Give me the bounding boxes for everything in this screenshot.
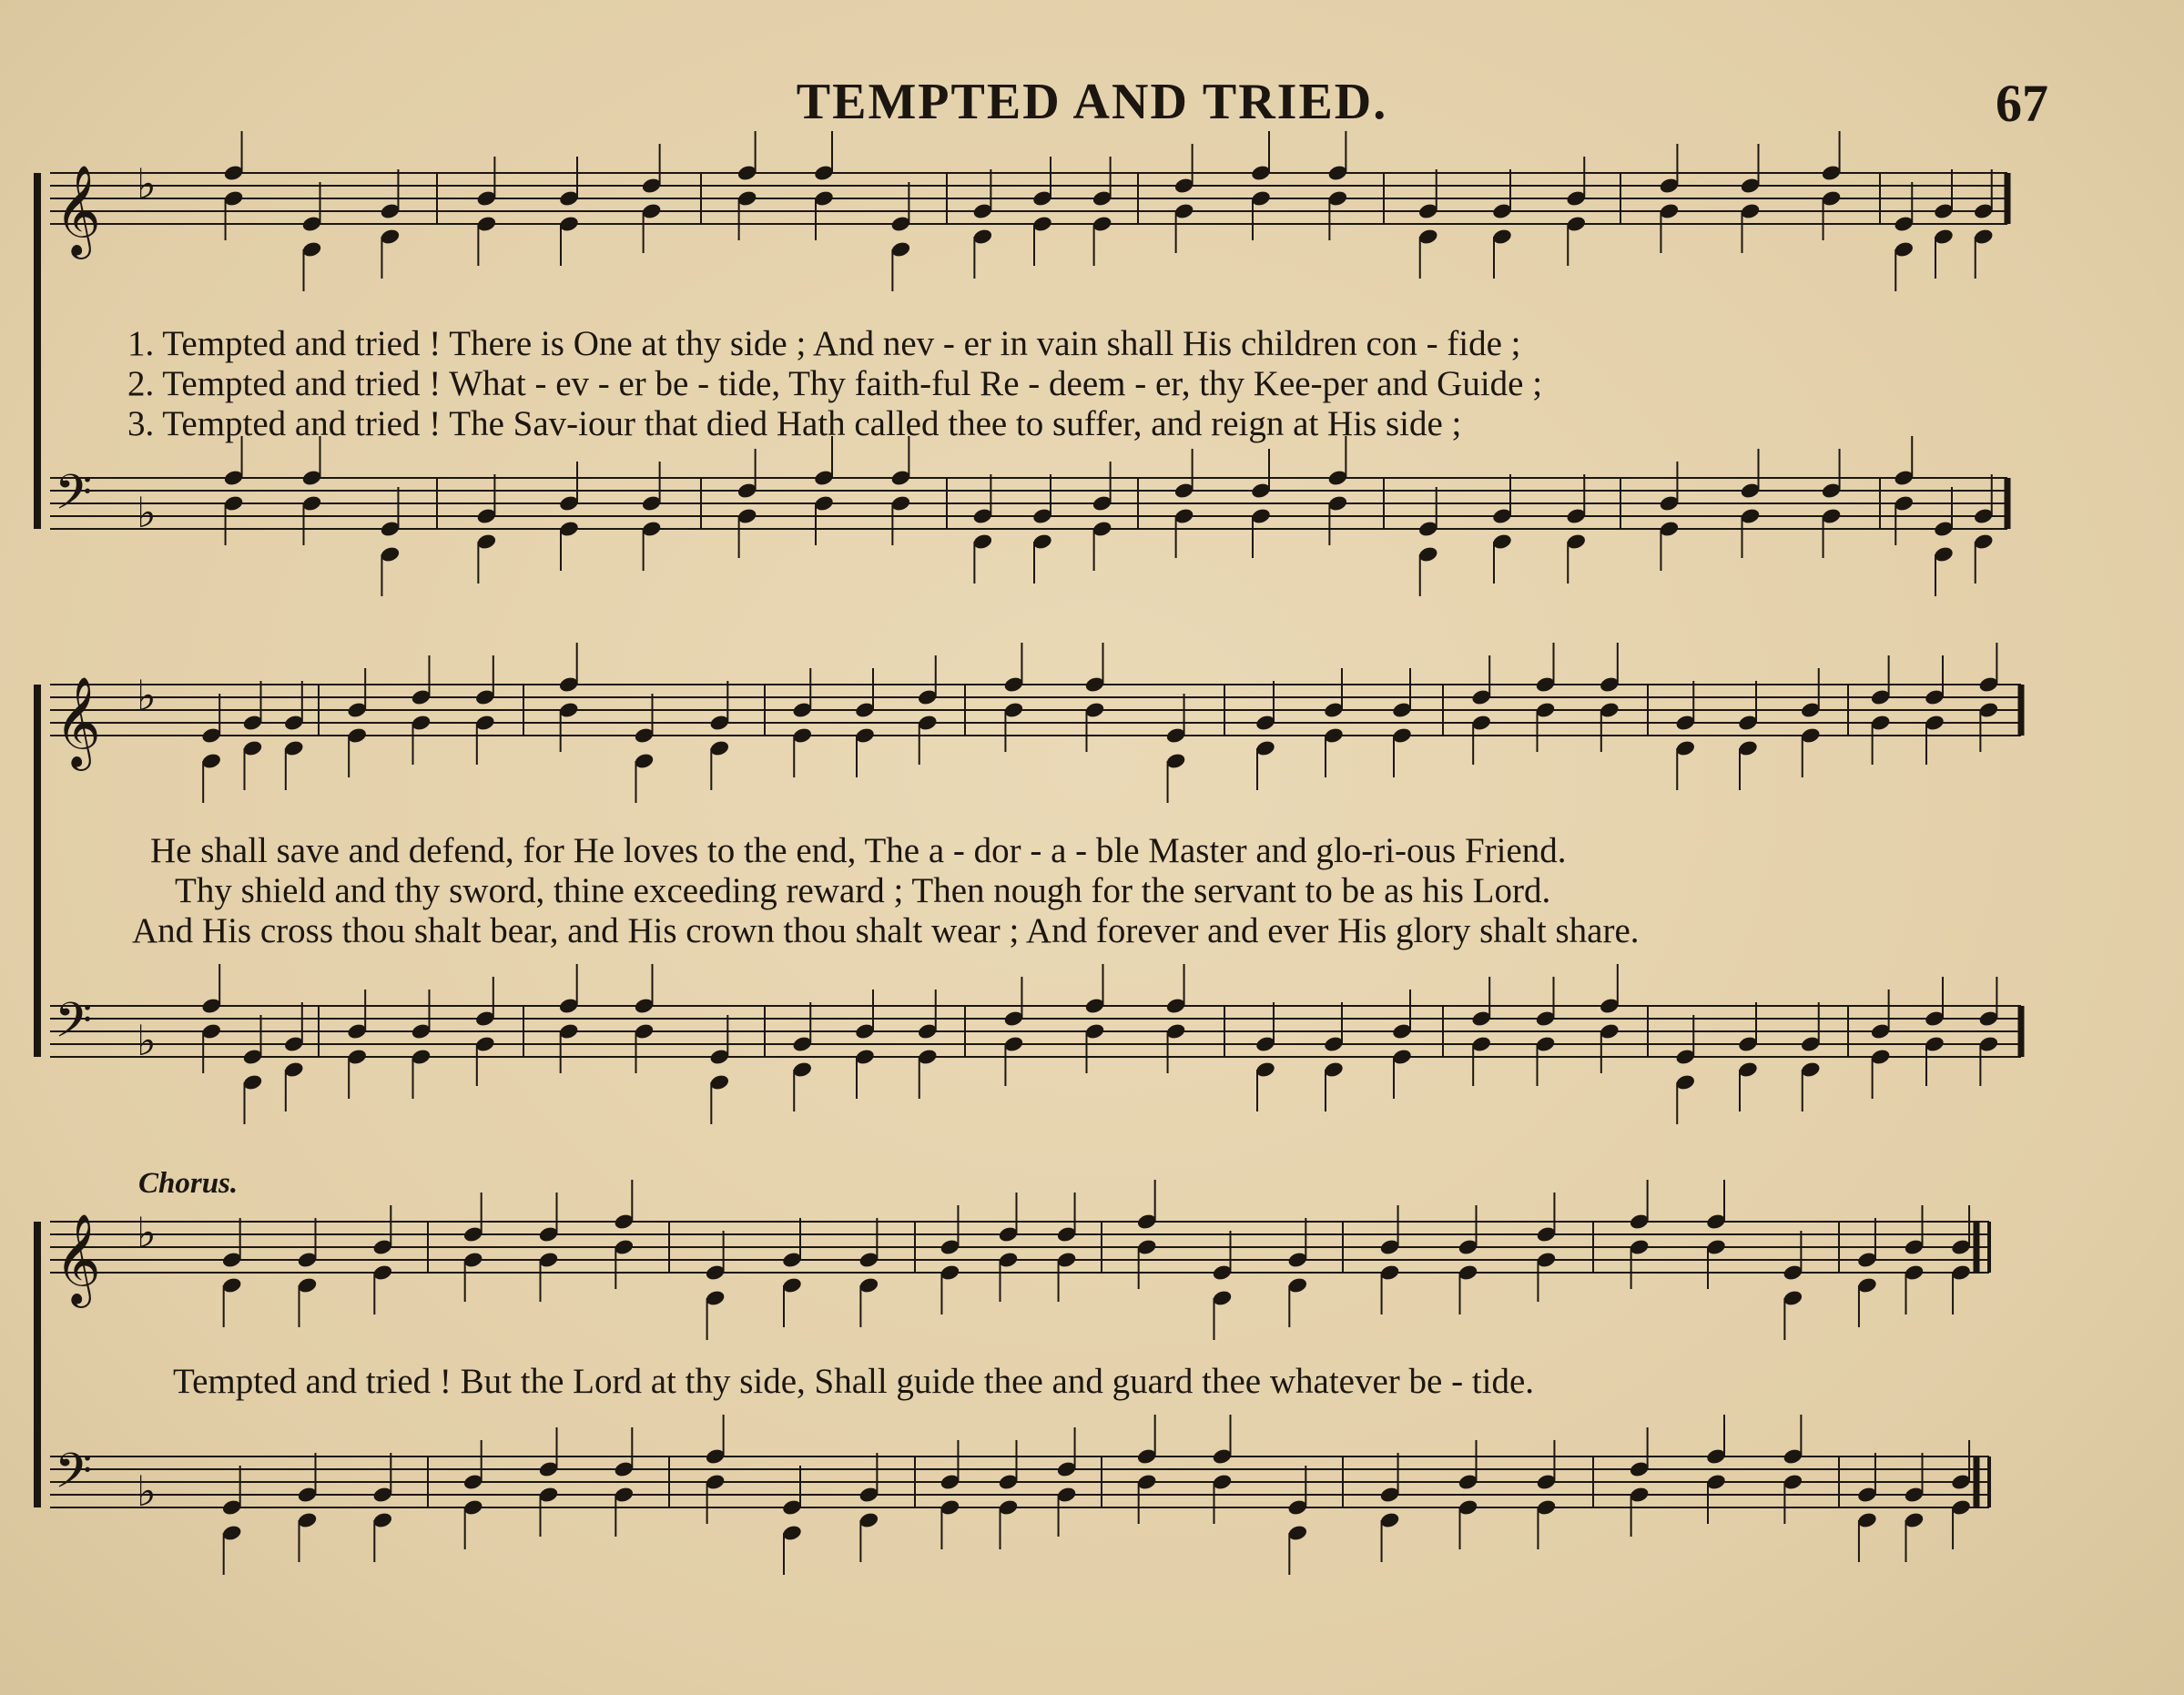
treble-clef: 𝄞 <box>55 1213 101 1304</box>
flat-key-signature: ♭ <box>137 488 157 537</box>
bass-clef: 𝄢 <box>55 993 93 1061</box>
verse-3-lyrics: 3. Tempted and tried ! The Sav-iour that died Hath called thee to suffer, and reign at His side ; <box>127 404 1462 443</box>
flat-key-signature: ♭ <box>137 1016 157 1065</box>
bass-clef: 𝄢 <box>55 465 93 533</box>
chorus-lyrics: Tempted and tried ! But the Lord at thy side, Shall guide thee and guard thee whatever be - tide. <box>173 1362 1535 1401</box>
flat-key-signature: ♭ <box>137 1467 157 1516</box>
bass-clef: 𝄢 <box>55 1444 93 1511</box>
refrain-line-2: Thy shield and thy sword, thine exceeding reward ; Then nough for the servant to be as his Lord. <box>175 871 1551 910</box>
treble-clef: 𝄞 <box>55 165 101 256</box>
hymn-title: TEMPTED AND TRIED. <box>796 74 1388 130</box>
verse-2-lyrics: 2. Tempted and tried ! What - ev - er be - tide, Thy faith-ful Re - deem - er, thy Kee-per and Guide ; <box>127 364 1543 403</box>
treble-clef: 𝄞 <box>55 676 101 767</box>
refrain-line-1: He shall save and defend, for He loves to the end, The a - dor - a - ble Master and glo-ri-ous Friend. <box>150 831 1567 870</box>
refrain-line-3: And His cross thou shalt bear, and His crown thou shalt wear ; And forever and ever His glory shalt share. <box>132 911 1640 950</box>
flat-key-signature: ♭ <box>137 1208 157 1257</box>
chorus-label: Chorus. <box>138 1167 239 1200</box>
page-number: 67 <box>1996 74 2048 133</box>
verse-1-lyrics: 1. Tempted and tried ! There is One at thy side ; And nev - er in vain shall His children con - fide ; <box>127 324 1521 363</box>
flat-key-signature: ♭ <box>137 671 157 720</box>
flat-key-signature: ♭ <box>137 159 157 208</box>
